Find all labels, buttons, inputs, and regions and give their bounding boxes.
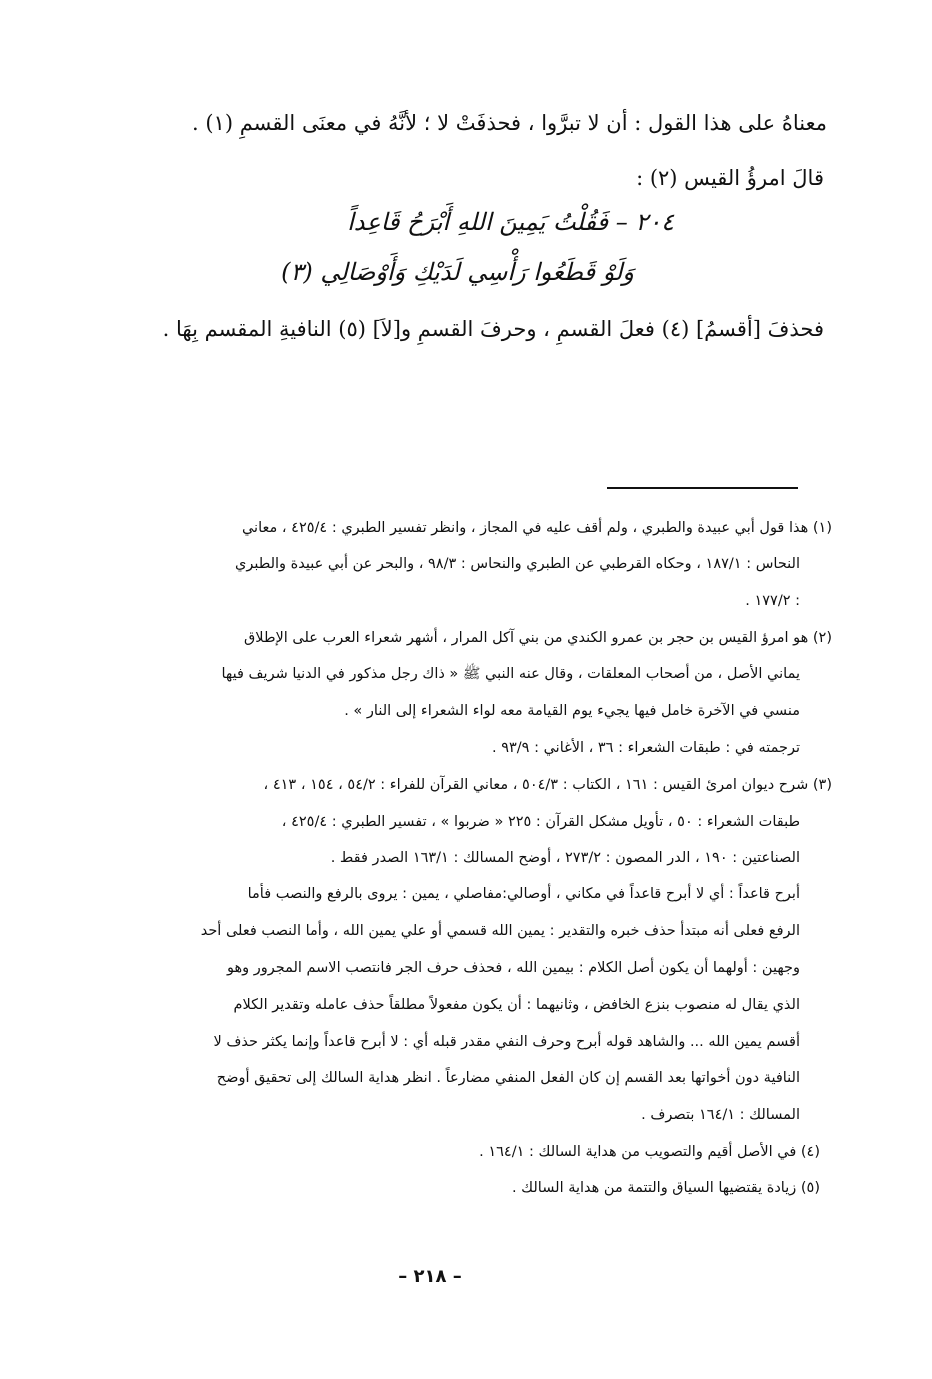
footnote-line: أبرح قاعداً : أي لا أبرح قاعداً في مكاني ، أوصالي:مفاصلي ، يمين : يروى بالرفع والنصب فأما	[247, 886, 800, 902]
footnote-line: طبقات الشعراء : ٥٠ ، تأويل مشكل القرآن : ٢٢٥ « ضربوا » ، تفسير الطبري : ٤٢٥/٤ ،	[281, 814, 800, 830]
poem-verse-1: ٢٠٤ – فَقُلْتُ يَمِينَ اللهِ أَبْرَحُ قَاعِداً	[347, 208, 674, 236]
footnote-line: النحاس : ١٨٧/١ ، وحكاه القرطبي عن الطبري والنحاس : ٩٨/٣ ، والبحر عن أبي عبيدة والطبري	[234, 556, 800, 572]
footnote-line: (٣) شرح ديوان امرئ القيس : ١٦١ ، الكتاب : ٥٠٤/٣ ، معاني القرآن للفراء : ٥٤/٢ ، ١٥٤ ، ٤١٣ ،	[263, 777, 832, 793]
footnote-line: (١) هذا قول أبي عبيدة والطبري ، ولم أقف عليه في المجاز ، وانظر تفسير الطبري : ٤٢٥/٤ ، معاني	[241, 520, 832, 536]
poem-verse-2: وَلَوْ قَطَعُوا رَأْسِي لَدَيْكِ وَأَوْصَالِي (٣)	[281, 258, 634, 286]
footnote-line: (٤) في الأصل أقيم والتصويب من هداية السالك : ١٦٤/١ .	[479, 1144, 820, 1160]
footnote-line: : ١٧٧/٢ .	[745, 593, 800, 609]
footnote-line: (٥) زيادة يقتضيها السياق والتتمة من هداية السالك .	[511, 1180, 820, 1196]
footnote-line: الرفع فعلى أنه مبتدأ حذف خبره والتقدير : يمين الله قسمي أو علي يمين الله ، وأما النصب فعلى أحد	[200, 923, 800, 939]
footnote-separator	[607, 487, 798, 489]
footnote-line: النافية دون أخواتها بعد القسم إن كان الفعل المنفي مضارعاً . انظر هداية السالك إلى تحقيق أوضح	[216, 1070, 800, 1086]
footnote-line: ترجمته في : طبقات الشعراء : ٣٦ ، الأغاني : ٩٣/٩ .	[492, 740, 800, 756]
page-number: – ٢١٨ –	[398, 1266, 462, 1287]
footnote-line: (٢) هو امرؤ القيس بن حجر بن عمرو الكندي من بني آكل المرار ، أشهر شعراء العرب على الإطلاق	[244, 630, 832, 646]
footnote-line: يماني الأصل ، من أصحاب المعلقات ، وقال عنه النبي ﷺ « ذاك رجل مذكور في الدنيا شريف فيها	[221, 666, 800, 682]
main-line-2: قالَ امرؤُ القيس (٢) :	[636, 166, 824, 190]
footnote-line: الصناعتين : ١٩٠ ، الدر المصون : ٢٧٣/٢ ، أوضح المسالك : ١٦٣/١ الصدر فقط .	[330, 850, 800, 866]
footnote-line: المسالك : ١٦٤/١ بتصرف .	[641, 1107, 800, 1123]
main-line-1: معناهُ على هذا القول : أن لا تبرَّوا ، فحذفَتْ لا ؛ لأنَّهُ في معنَى القسمِ (١) .	[192, 111, 827, 135]
main-line-5: فحذفَ [أقسمُ] (٤) فعلَ القسمِ ، وحرفَ القسمِ و[لاَ] (٥) النافيةِ المقسم بِهَا .	[162, 317, 824, 341]
footnote-line: الذي يقال له منصوب بنزع الخافض ، وثانيهما : أن يكون مفعولاً مطلقاً حذف عامله وتقدير الكلام	[233, 997, 800, 1013]
footnote-line: منسي في الآخرة خامل فيها يجيء يوم القيامة معه لواء الشعراء إلى النار » .	[344, 703, 800, 719]
footnote-line: أقسم يمين الله ... والشاهد قوله أبرح وحرف النفي مقدر قبله أي : لا أبرح قاعداً وإنما يكثر حذف لا	[213, 1034, 800, 1050]
footnote-line: وجهين : أولهما أن يكون أصل الكلام : بيمين الله ، فحذف حرف الجر فانتصب الاسم المجرور وهو	[226, 960, 800, 976]
